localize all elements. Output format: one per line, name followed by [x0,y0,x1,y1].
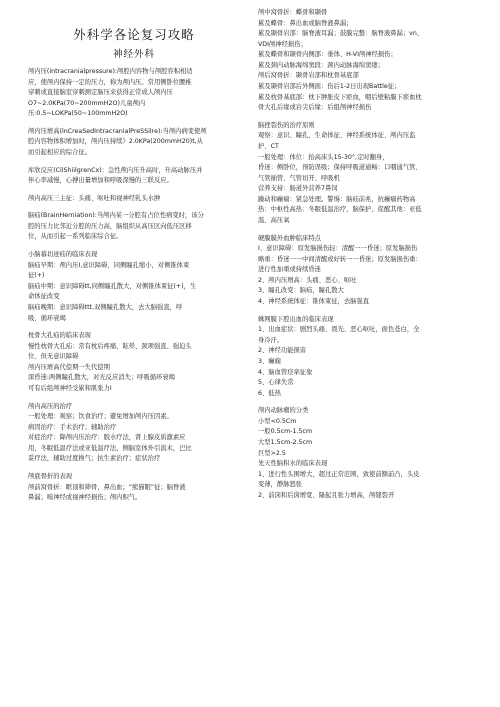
text-line: 应，使颅内保持一定的压力，称为颅内压。常用侧卧位腰椎 [28,78,192,86]
text-line: 伴心率减慢，心搏出量增加和呼吸深慢的三联反应。 [28,177,173,185]
document-title: 外科学各论复习攻略 [73,27,195,42]
text-line: 巨型>2.5 [258,449,286,457]
text-line: 蛛网膜下腔出血的临床表现 [258,315,334,323]
section-title: 神经外科 [112,49,155,60]
text-line: 小脑幕切迹疝的临床表现 [28,251,98,259]
text-block [28,127,240,159]
text-line: 颅后窝骨折：颞骨岩部和枕骨基底部 [258,72,359,80]
text-line: 3、癫痫 [258,357,281,365]
text-line: 1、进行性头围增大，超过正常范围，致使前额前凸，头皮 [258,470,420,478]
text-line: 枕骨大孔疝的临床表现 [28,332,91,340]
text-line: VDI颅神经损伤； [258,40,307,48]
text-line: 累及蝶骨和颞骨内侧部：垂体、H-VI颅神经损伤； [258,51,397,59]
text-line: 先天性脑积水的临床表现 [258,460,328,468]
text-line: 压:0.5~LOKPa(50~100mmH2O) [28,110,128,118]
text-line: 躁动和癫痫：紧急处理。警惕：脑疝前兆，抗癫痫药物高 [258,195,416,203]
text-line: 脑疝早期：颅内压Ⅰ,意识障碍，同侧瞳孔缩小，对侧锥体束 [28,261,190,269]
text-block [28,67,240,120]
text-line: 用，冬眠低温疗法或亚低温疗法，侧脑室体外引流术，巴比 [28,444,192,452]
text-line: 腔的压力比邻近分腔的压力高，脑组织从高压区向低压区移 [28,222,192,230]
left-column [28,14,240,511]
text-line: 病因治疗：手术治疗；辅助治疗 [28,423,117,431]
text-line: 身冷汗。 [258,336,284,344]
text-line: 硬膜膜外血肿临床特点 [258,234,321,242]
text-line: 脑疝晚期：意识障碍ttt,双侧瞳孔散大，去大脑强直，呼 [28,303,183,311]
text-line: 热：中枢性高热：冬眠低温治疗，脑保护、促醒其他：亚低 [258,206,422,214]
text-line: 而引起相应的综合征。 [28,149,91,156]
text-line: 2、颅内压增高：头痛、恶心、呕吐 [258,276,357,284]
text-line: 颅内压增高(lnCreaSedIntracranialPreSSilre):当颅内病变使颅 [28,127,207,135]
text-line: 对症治疗：降颅内压治疗：脱水疗法，肾上腺皮质激素应 [28,434,186,442]
text-line: 累及颞骨岩部后外侧面：伤后1-2日出现Battle征； [258,83,401,91]
text-line: 累及颞骨岩部：脑脊液耳漏；鼓膜完整：脑脊液鼻漏；vn、 [258,30,424,38]
text-block [28,402,240,465]
text-block [258,121,478,227]
text-block [28,472,240,504]
text-line: 妥疗法，辅助过度换气；抗生素治疗；症状治疗 [28,455,161,463]
text-line: 腔内容物体积增加时，颅内压持续》2.0KPa(200mmH20)t,从 [28,138,203,146]
text-line: 颅前窝骨折：眶顶和筛骨，鼻出血；“熊猫眼”征；脑脊液 [28,483,186,491]
text-line: 脑疝中期：意识障碍tt,同侧瞳孔散大，对侧锥体束征(+)，生 [28,282,197,290]
text-line: 3、瞳孔改变：脑疝，瞳孔散大 [258,287,344,295]
text-line: 颅内高压三主征：头痛、呕吐和视神经乳头水肿 [28,194,161,202]
text-line: 脑疝(BrainHerniation):当颅内某一分腔有占位性病变时，该分 [28,212,204,220]
text-line: 深昏迷:两侧瞳孔散大，对光反应消失；呼吸循环衰竭 [28,374,175,382]
text-block [28,194,240,205]
text-block [28,166,240,187]
text-line: 观察：意识、瞳孔、生命体征、神经系统体征、颅内压监 [258,132,416,140]
text-line: 鼻漏；嗅神经或视神经损伤；颅内积气。 [28,494,142,502]
text-line: 征(+) [28,272,45,280]
text-line: 累及枕骨基底部：枕下肿胀皮下瘀血，咽后壁粘膜下瘀血枕 [258,93,422,101]
text-line: O7~2.0KPa(70~200mmH2O)儿童颅内 [28,99,146,107]
text-block [258,8,478,114]
text-line: 命体征改变 [28,293,60,301]
text-line: 一般0.5cm-1.5cm [258,428,313,436]
text-block [28,331,240,394]
text-line: 颅中窝骨折：蝶骨和颞骨 [258,9,328,16]
text-line: 吸、循环衰竭 [28,314,66,322]
text-line: 4、神经系统体征：锥体束征，去脑强直 [258,298,370,306]
text-line: 一般处理：观察；饮食治疗；避免增加颅内压因素。 [28,413,173,421]
text-line: 颅内压(intracranialpressure):颅腔内容物与颅腔容积相适 [28,67,193,75]
text-line: 6、低热 [258,389,281,397]
text-line: 累及蝶骨：鼻出血或脑脊液鼻漏； [258,19,353,27]
text-line: 穿刺或直接脑室穿刺测定脑压来获得正常成人颅内压 [28,89,173,97]
text-line: 变薄，静脉怒张 [258,481,303,489]
text-line: 2、前囟和后囟增宽、隆起且张力增高，颅缝裂开 [258,491,395,499]
text-line: 可有后组颅神经受累和肌张力Ⅰ [28,384,112,392]
text-line: 脑挫裂伤的治疗原则 [258,121,315,129]
text-line: 位、但无意识障碍 [28,353,79,361]
text-line: 5、心律失常 [258,379,294,387]
text-block [28,250,240,324]
right-column [258,8,478,508]
text-line: I、意识障碍：原发脑损伤轻：清醒一一昏迷；原发脑损伤 [258,245,418,253]
text-line: 进行性加重或持续昏迷 [258,266,321,274]
text-line: 略重：昏迷一一中间清醒或好转一一昏迷；原发脑损伤重： [258,255,422,263]
text-line: 2、神经功能损害 [258,347,307,355]
text-line: 位，从而引起一系列临床综合征。 [28,233,123,241]
text-block [258,315,478,400]
text-line: 昏迷：侧卧位，预防误吸；保持呼吸道通畅：口咽通气管、 [258,164,422,172]
text-line: 颅内高压的治疗 [28,402,73,410]
text-line: 颅内压增高代偿期一失代偿期 [28,363,110,371]
text-line: 一般处理：体位：抬高床头15-30°,定时翻身， [258,153,389,161]
text-line: 护、CT [258,142,279,150]
text-block [28,211,240,243]
text-line: 慢性枕骨大孔疝：常有枕后疼痛、眩晕、颈项强直、强迫头 [28,342,192,350]
text-line: 库欣反应(CilShiilgrenCx)：急性颅内压升高时，升高动脉压并 [28,166,203,174]
text-line: 4、脑血管痉挛征象 [258,368,313,376]
text-line: 颅内动脉瘤的分类 [258,407,309,415]
text-line: 气管插管、气管切开、呼吸机 [258,174,340,182]
text-line: 营养支持：肠道外营养7鼻饲 [258,185,338,193]
text-line: 温、高压氧 [258,216,290,224]
text-line: 小型<0.5Cm [258,417,297,425]
text-block [258,234,478,308]
text-line: 骨大孔后缘或岩尖后缘：后组颅神经损伤 [258,104,372,112]
text-line: 大型1.5cm-2.5cm [258,438,313,446]
text-line: 累及颈内动脉海绵窦段：颈内动脉海绵窦瘘； [258,61,384,69]
text-line: 1、出血症状：剧烈头痛、畏光、恶心呕吐，面色苍白，全 [258,326,420,334]
text-block [258,406,478,501]
text-line: 颅底骨折的表现 [28,473,73,481]
